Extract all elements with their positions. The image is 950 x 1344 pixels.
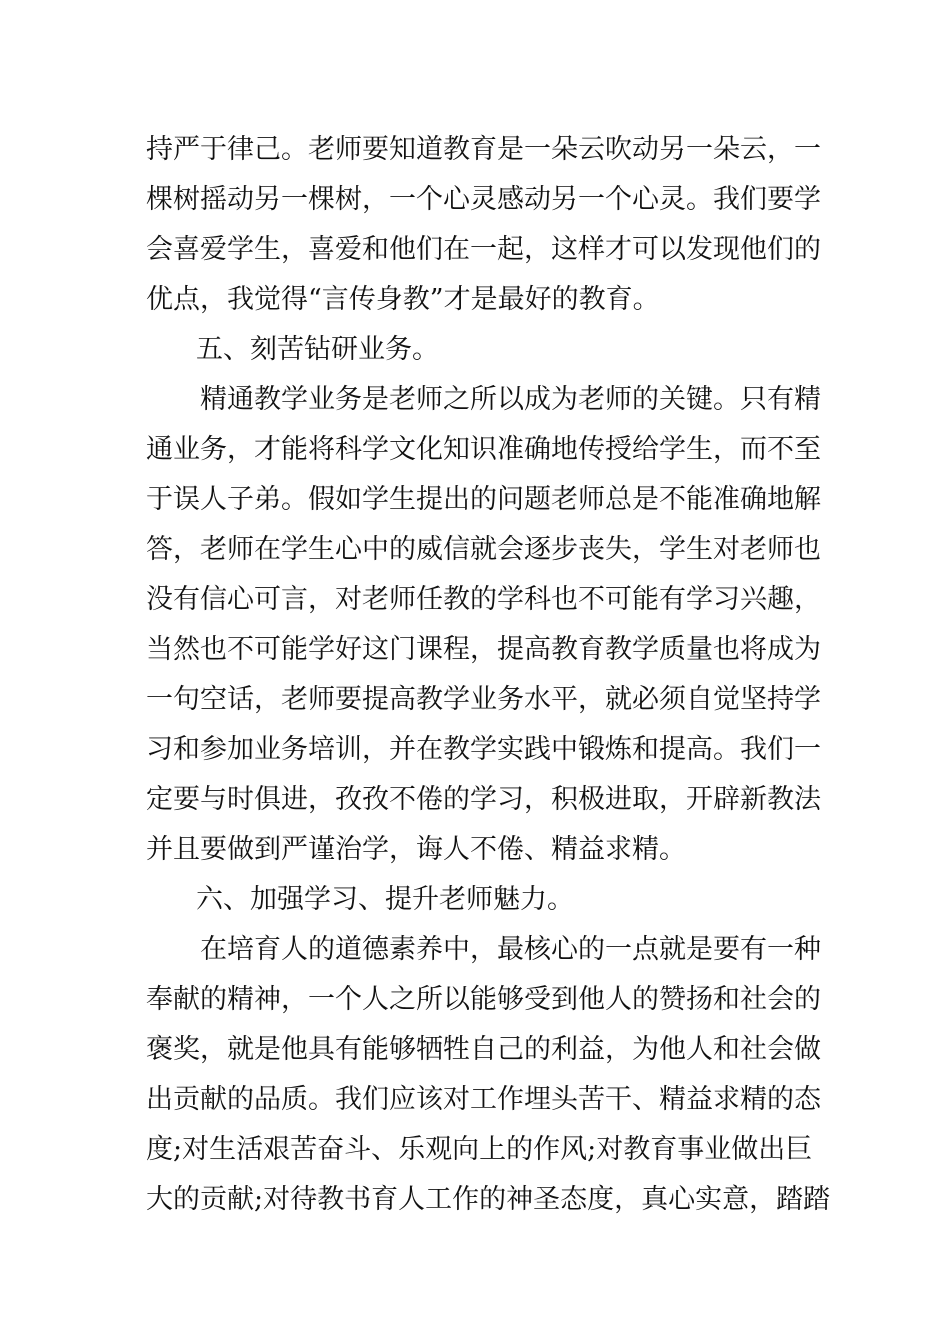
paragraph-line: 答，老师在学生心中的威信就会逐步丧失，学生对老师也 xyxy=(146,534,821,565)
paragraph-line: 定要与时俱进，孜孜不倦的学习，积极进取，开辟新教法 xyxy=(146,784,821,815)
paragraph-line: 会喜爱学生，喜爱和他们在一起，这样才可以发现他们的 xyxy=(146,234,821,265)
paragraph-line: 没有信心可言，对老师任教的学科也不可能有学习兴趣， xyxy=(146,584,821,615)
paragraph-line: 一句空话，老师要提高教学业务水平，就必须自觉坚持学 xyxy=(146,684,821,715)
paragraph-line: 通业务，才能将科学文化知识准确地传授给学生，而不至 xyxy=(146,434,821,465)
paragraph-line: 当然也不可能学好这门课程，提高教育教学质量也将成为 xyxy=(146,634,821,665)
paragraph-line: 于误人子弟。假如学生提出的问题老师总是不能准确地解 xyxy=(146,484,821,515)
paragraph-line: 出贡献的品质。我们应该对工作埋头苦干、精益求精的态 xyxy=(146,1084,821,1115)
paragraph-line: 在培育人的道德素养中，最核心的一点就是要有一种 xyxy=(200,934,821,965)
paragraph-line: 度;对生活艰苦奋斗、乐观向上的作风;对教育事业做出巨 xyxy=(146,1134,813,1165)
paragraph-line: 习和参加业务培训，并在教学实践中锻炼和提高。我们一 xyxy=(146,734,821,765)
paragraph-line: 持严于律己。老师要知道教育是一朵云吹动另一朵云，一 xyxy=(146,134,821,165)
section-heading: 六、加强学习、提升老师魅力。 xyxy=(196,884,574,915)
paragraph-line: 大的贡献;对待教书育人工作的神圣态度，真心实意，踏踏 xyxy=(146,1184,831,1215)
paragraph-line: 优点，我觉得“言传身教”才是最好的教育。 xyxy=(146,284,660,315)
section-heading: 五、刻苦钻研业务。 xyxy=(196,334,439,365)
paragraph-line: 棵树摇动另一棵树，一个心灵感动另一个心灵。我们要学 xyxy=(146,184,821,215)
paragraph-line: 精通教学业务是老师之所以成为老师的关键。只有精 xyxy=(200,384,821,415)
paragraph-line: 奉献的精神，一个人之所以能够受到他人的赞扬和社会的 xyxy=(146,984,821,1015)
paragraph-line: 并且要做到严谨治学，诲人不倦、精益求精。 xyxy=(146,834,686,865)
paragraph-line: 褒奖，就是他具有能够牺牲自己的利益，为他人和社会做 xyxy=(146,1034,821,1065)
